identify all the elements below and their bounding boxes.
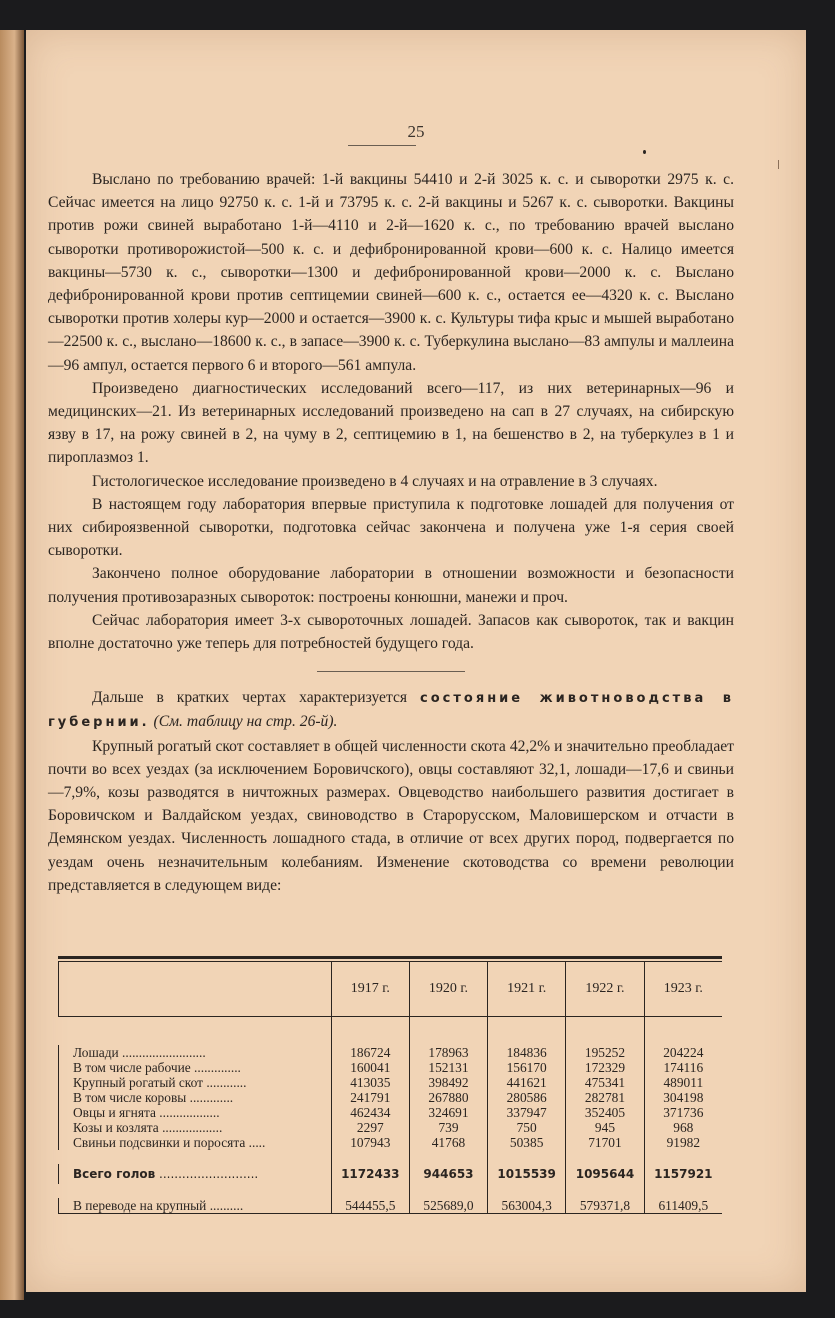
header-year: 1922 г. <box>566 962 644 1017</box>
table-row <box>59 1105 723 1120</box>
row-label: Лошади ......................... <box>59 1045 332 1060</box>
cell: 563004,3 <box>488 1198 566 1214</box>
cell: 945 <box>566 1120 644 1135</box>
paragraph: Выслано по требованию врачей: 1-й вакцины 54410 и 2-й 3025 к. с. и сыворотки 2975 к. с. Сейчас имеется на лицо 92750 к. с. 1-й и 73795 к. с. 2-й вакцины и 5267 к. с. сыворотки. Вакцины против рожи свиней выработано 1-й—4110 и 2-й—1620 к. с., по требованию врачей выслано сыворотки противорожистой—500 к. с. и дефибронированной крови—600 к. с. Налицо имеется вакцины—5730 к. с., сыворотки—1300 и дефибронированной крови—2000 к. с. Выслано дефибронированной крови против септицемии свиней—600 к. с., остается ее—4320 к. с. Выслано сыворотки против холеры кур—2000 и остается—3900 к. с. Культуры тифа крыс и мышей выработано—22500 к. с., выслано—18600 к. с., в запасе—3900 к. с. Туберкулина выслано—83 ампулы и маллеина—96 ампул, остается первого 6 и второго—561 ампула. <box>48 171 734 374</box>
cell: 152131 <box>409 1060 487 1075</box>
body-text <box>48 168 734 897</box>
paragraph: Сейчас лаборатория имеет 3-х сывороточных лошадей. Запасов как сывороток, так и вакцин вполне достаточно уже теперь для потребностей будущего года. <box>48 611 734 653</box>
paragraph: Закончено полное оборудование лаборатории в отношении возможности и безопасности получения противозаразных сывороток: построены конюшни, манежи и проч. <box>48 565 734 606</box>
cell: 352405 <box>566 1105 644 1120</box>
section-intro <box>48 686 734 734</box>
row-label: Всего голов .......................... <box>59 1164 332 1184</box>
cell: 371736 <box>644 1105 722 1120</box>
row-label: Козы и козлята .................. <box>59 1120 332 1135</box>
cell: 489011 <box>644 1075 722 1090</box>
table-top-rule <box>58 956 722 959</box>
cell: 398492 <box>409 1075 487 1090</box>
cell: 41768 <box>409 1135 487 1150</box>
header-year: 1921 г. <box>488 962 566 1017</box>
paragraph: Произведено диагностических исследований всего—117, из них ветеринарных—96 и медицинских—21. Из ветеринарных исследований произведено на сап в 27 случаях, на сибирскую язву в 17, на рожу свиней в 2, на чуму в 2, септицемию в 1, на бешенство в 2, на туберкулез в 1 и пироплазмоз 1. <box>48 379 734 467</box>
cell: 1157921 <box>644 1164 722 1184</box>
cell: 178963 <box>409 1045 487 1060</box>
cell: 107943 <box>331 1135 409 1150</box>
table-row <box>59 1075 723 1090</box>
cell: 267880 <box>409 1090 487 1105</box>
document-page <box>26 30 806 1292</box>
cell: 579371,8 <box>566 1198 644 1214</box>
cell: 1095644 <box>566 1164 644 1184</box>
cell: 50385 <box>488 1135 566 1150</box>
cell: 1172433 <box>331 1164 409 1184</box>
cell: 968 <box>644 1120 722 1135</box>
table-row <box>59 1060 723 1075</box>
cell: 186724 <box>331 1045 409 1060</box>
cell: 475341 <box>566 1075 644 1090</box>
cell: 750 <box>488 1120 566 1135</box>
cell: 739 <box>409 1120 487 1135</box>
cell: 304198 <box>644 1090 722 1105</box>
paragraph: Гистологическое исследование произведено в 4 случаях и на отравление в 3 случаях. <box>92 472 658 490</box>
cell: 944653 <box>409 1164 487 1184</box>
cell: 184836 <box>488 1045 566 1060</box>
header-blank <box>59 962 332 1017</box>
cell: 280586 <box>488 1090 566 1105</box>
table-header-row <box>59 962 723 1017</box>
cell: 71701 <box>566 1135 644 1150</box>
cell: 282781 <box>566 1090 644 1105</box>
cell: 2297 <box>331 1120 409 1135</box>
row-label: В том числе рабочие .............. <box>59 1060 332 1075</box>
cell: 544455,5 <box>331 1198 409 1214</box>
table-row <box>59 1045 723 1060</box>
left-page-edge <box>0 30 24 1300</box>
cell: 195252 <box>566 1045 644 1060</box>
intro-text: Дальше в кратких чертах характеризуется <box>92 689 408 707</box>
header-year: 1920 г. <box>409 962 487 1017</box>
table-row <box>59 1135 723 1150</box>
page-number-underline <box>348 145 416 146</box>
cell: 324691 <box>409 1105 487 1120</box>
row-label: Крупный рогатый скот ............ <box>59 1075 332 1090</box>
table-reference: (См. таблицу на стр. 26-й). <box>153 713 338 731</box>
cell: 91982 <box>644 1135 722 1150</box>
table-converted-row <box>59 1198 723 1214</box>
row-label: В том числе коровы ............. <box>59 1090 332 1105</box>
table-row <box>59 1090 723 1105</box>
section-divider <box>317 671 465 672</box>
livestock-table <box>58 956 722 1214</box>
table-total-row <box>59 1164 723 1184</box>
row-label: Овцы и ягнята .................. <box>59 1105 332 1120</box>
header-year: 1917 г. <box>331 962 409 1017</box>
ink-speck <box>643 150 646 154</box>
cell: 160041 <box>331 1060 409 1075</box>
cell: 441621 <box>488 1075 566 1090</box>
paragraph: В настоящем году лаборатория впервые приступила к подготовке лошадей для получения от них сибироязвенной сыворотки, подготовка сейчас закончена и получена уже 1-я серия своей сыворотки. <box>48 495 734 560</box>
cell: 174116 <box>644 1060 722 1075</box>
cell: 462434 <box>331 1105 409 1120</box>
cell: 525689,0 <box>409 1198 487 1214</box>
paragraph: Крупный рогатый скот составляет в общей численности скота 42,2% и значительно преобладает почти во всех уездах (за исключением Боровичского), овцы составляют 32,1, лошади—17,6 и свиньи—7,9%, козы разводятся в ничтожных размерах. Овцеводство наибольшего развития достигает в Боровичском и Валдайском уездах, свиноводство в Старорусском, Маловишерском и отчасти в Демянском уездах. Численность лошадного стада, в отличие от всех других пород, подвергается по уездам очень незначительным колебаниям. Изменение скотоводства со времени революции представляется в следующем виде: <box>48 737 734 894</box>
page-number: 25 <box>407 122 425 141</box>
cell: 611409,5 <box>644 1198 722 1214</box>
row-label: Свиньи подсвинки и поросята ..... <box>59 1135 332 1150</box>
spaced-heading: состояние животноводства в губернии. <box>48 691 735 731</box>
cell: 337947 <box>488 1105 566 1120</box>
cell: 172329 <box>566 1060 644 1075</box>
cell: 1015539 <box>488 1164 566 1184</box>
cell: 413035 <box>331 1075 409 1090</box>
table-row <box>59 1120 723 1135</box>
header-year: 1923 г. <box>644 962 722 1017</box>
ink-tick <box>778 160 779 169</box>
row-label: В переводе на крупный .......... <box>59 1198 332 1214</box>
cell: 156170 <box>488 1060 566 1075</box>
cell: 241791 <box>331 1090 409 1105</box>
cell: 204224 <box>644 1045 722 1060</box>
